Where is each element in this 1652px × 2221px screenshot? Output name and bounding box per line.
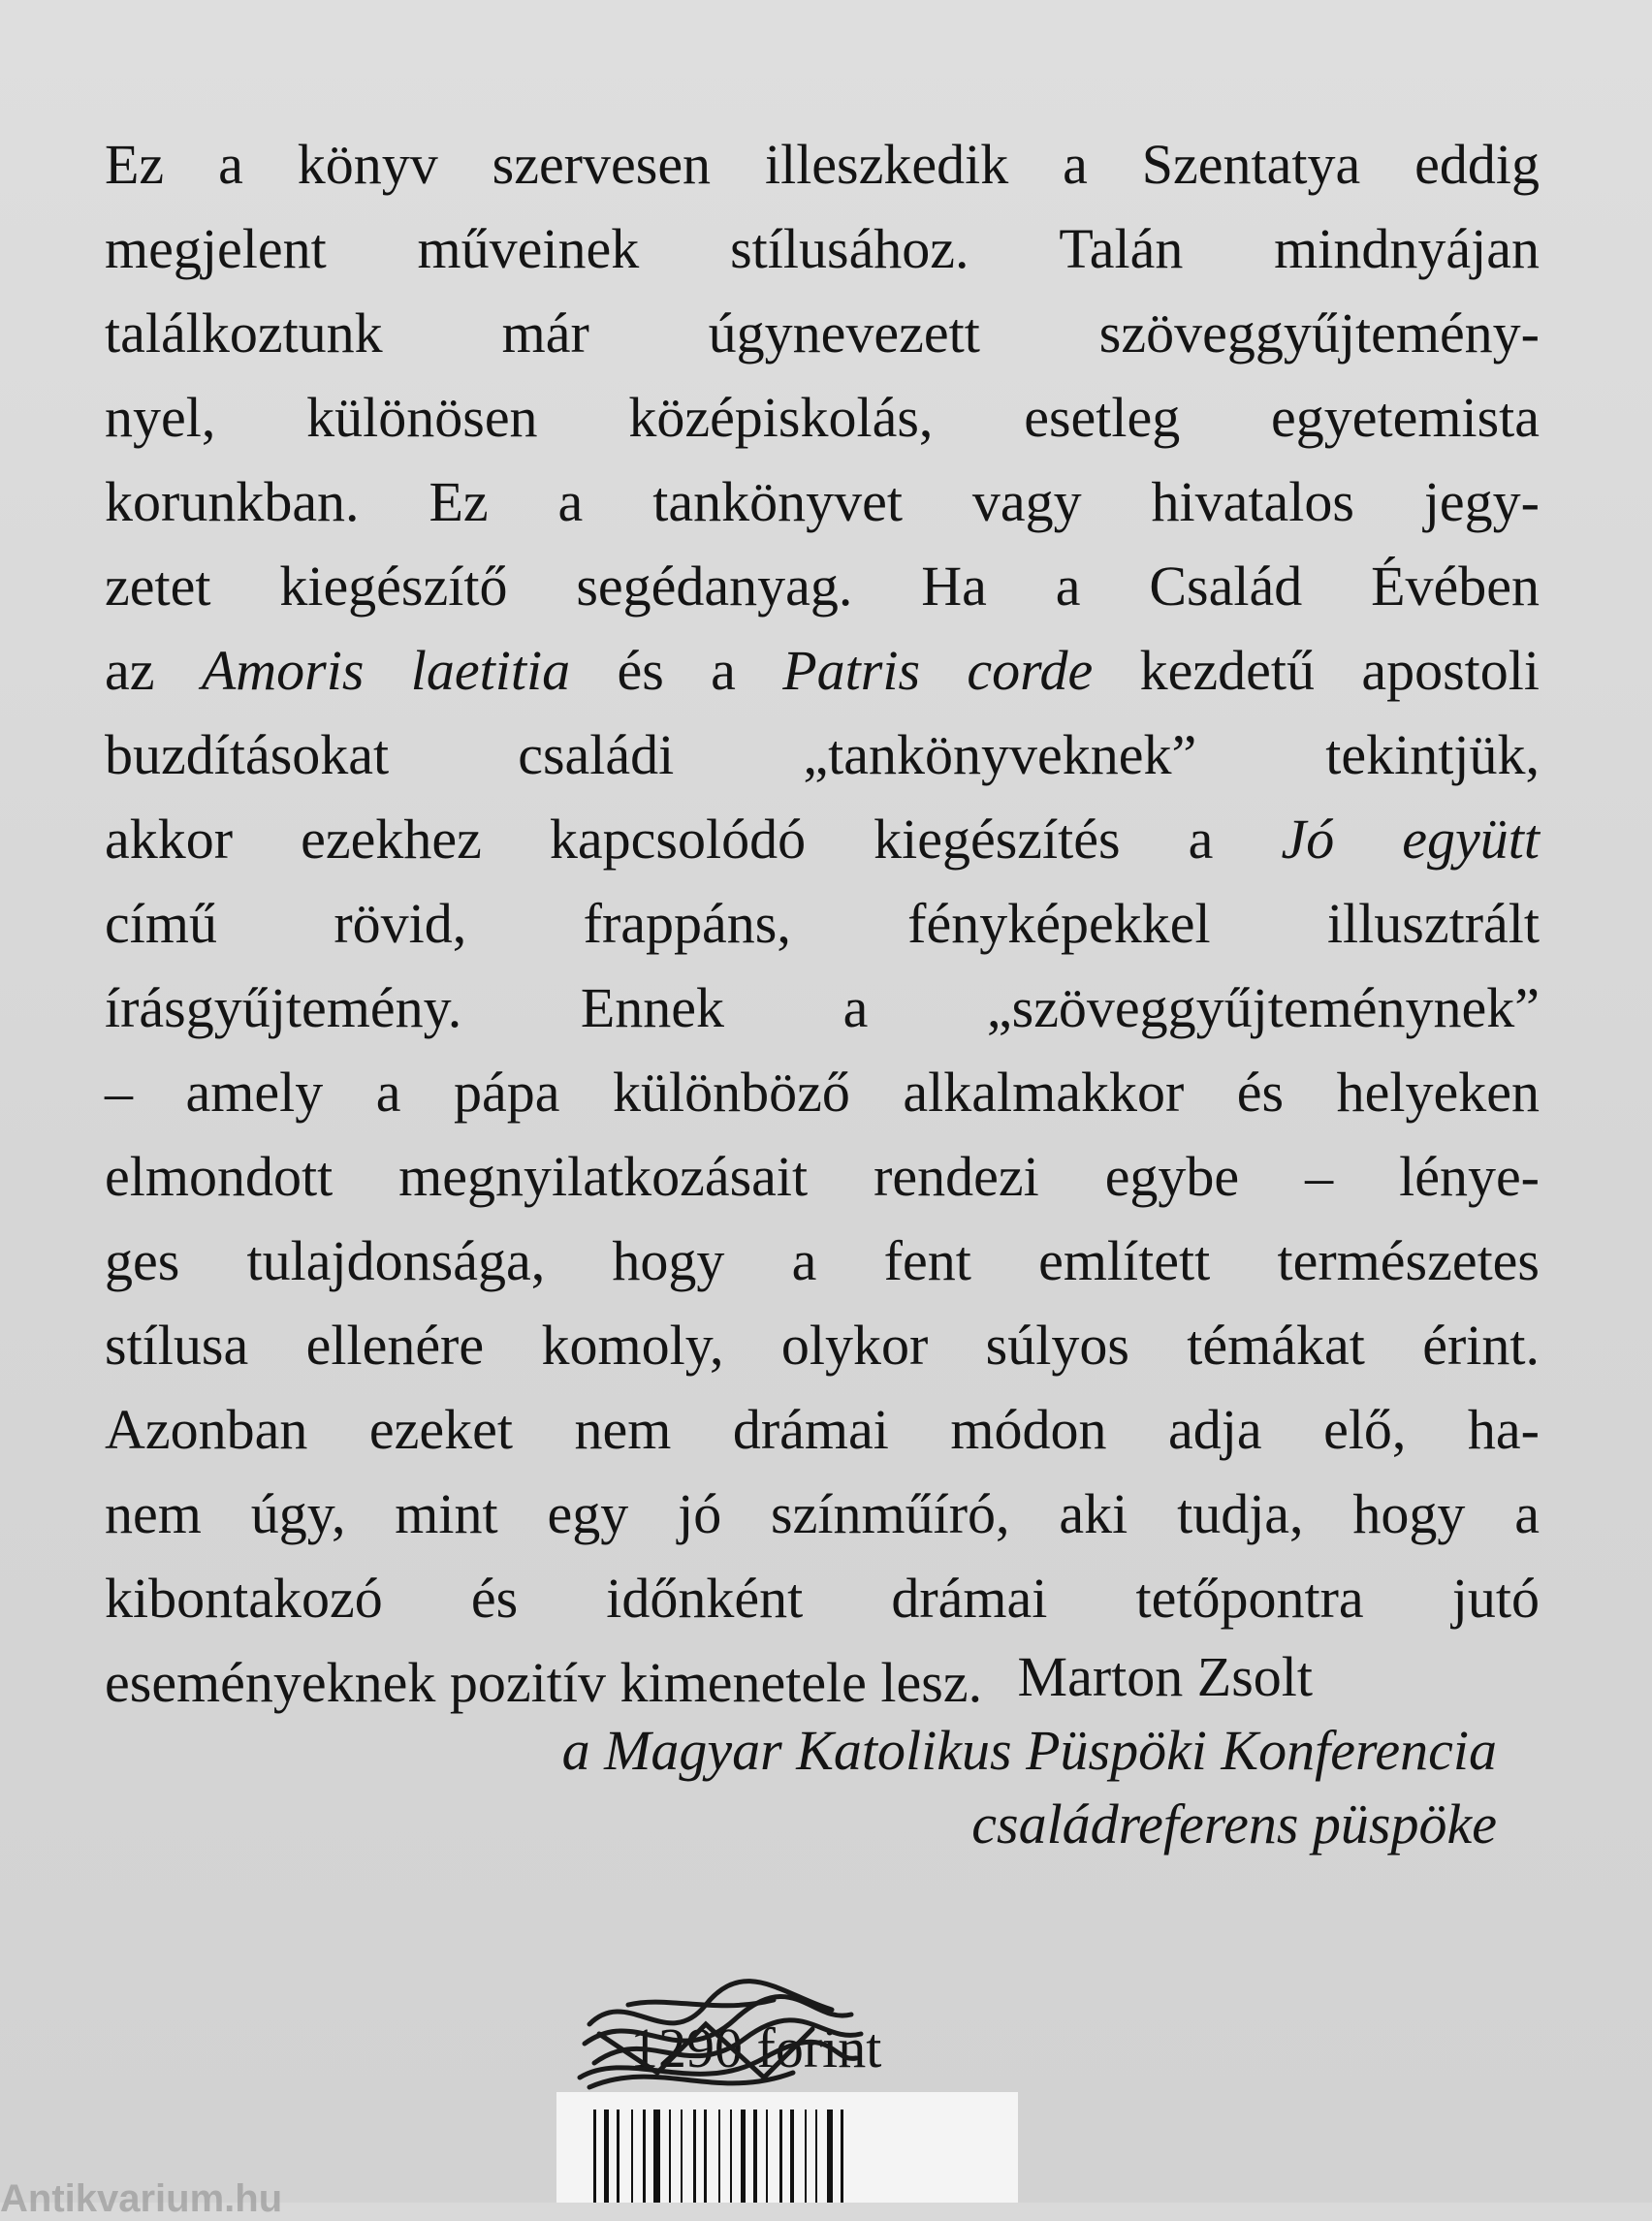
text-line: írásgyűjtemény. Ennek a „szöveggyűjteménynek” xyxy=(105,976,1540,1039)
text-line: zetet kiegészítő segédanyag. Ha a Család Évében xyxy=(105,555,1540,618)
text-segment: az xyxy=(105,639,202,702)
author-role: a Magyar Katolikus Püspöki Konferencia xyxy=(561,1719,1497,1782)
text-line: elmondott megnyilatkozásait rendezi egybe – lénye- xyxy=(105,1145,1540,1208)
text-line: – amely a pápa különböző alkalmakkor és helyeken xyxy=(105,1061,1540,1124)
author-role: családreferens püspöke xyxy=(971,1793,1497,1856)
italic-title: Patris corde xyxy=(782,639,1094,702)
author-name: Marton Zsolt xyxy=(1017,1645,1313,1708)
text-segment: akkor ezekhez kapcsolódó kiegészítés a xyxy=(105,808,1282,871)
scribble-mark-icon xyxy=(570,1966,871,2111)
text-line: stílusa ellenére komoly, olykor súlyos témákat érint. xyxy=(105,1314,1540,1377)
text-segment: kezdetű apostoli xyxy=(1093,639,1540,702)
text-line: találkoztunk már úgynevezett szöveggyűjtemény- xyxy=(105,301,1540,365)
text-line: nyel, különösen középiskolás, esetleg egyetemista xyxy=(105,386,1540,449)
signature-block xyxy=(562,1640,1497,1861)
text-line: Azonban ezeket nem drámai módon adja elő, ha- xyxy=(105,1398,1540,1461)
text-line xyxy=(105,628,1540,713)
text-line: ges tulajdonsága, hogy a fent említett természetes xyxy=(105,1229,1540,1292)
text-line: megjelent műveinek stílusához. Talán mindnyájan xyxy=(105,217,1540,280)
price-label: 1290 forint xyxy=(630,2016,882,2079)
text-line: buzdításokat családi „tankönyveknek” tekintjük, xyxy=(105,723,1540,786)
text-line: eseményeknek pozitív kimenetele lesz. xyxy=(105,1651,983,1714)
barcode-icon xyxy=(556,2092,1018,2203)
text-segment: és a xyxy=(570,639,783,702)
text-line: című rövid, frappáns, fényképekkel illusztrált xyxy=(105,892,1540,955)
watermark: Antikvarium.hu xyxy=(0,2177,283,2220)
text-line: kibontakozó és időnként drámai tetőpontra jutó xyxy=(105,1567,1540,1630)
text-line: Ez a könyv szervesen illeszkedik a Szentatya eddig xyxy=(105,133,1540,196)
barcode-bars xyxy=(556,2092,1018,2203)
italic-title: Jó együtt xyxy=(1281,808,1540,871)
text-line xyxy=(105,797,1540,881)
text-line: korunkban. Ez a tankönyvet vagy hivatalos jegy- xyxy=(105,470,1540,533)
body-text xyxy=(105,122,1540,1725)
text-line: nem úgy, mint egy jó színműíró, aki tudja, hogy a xyxy=(105,1482,1540,1545)
italic-title: Amoris laetitia xyxy=(201,639,571,702)
